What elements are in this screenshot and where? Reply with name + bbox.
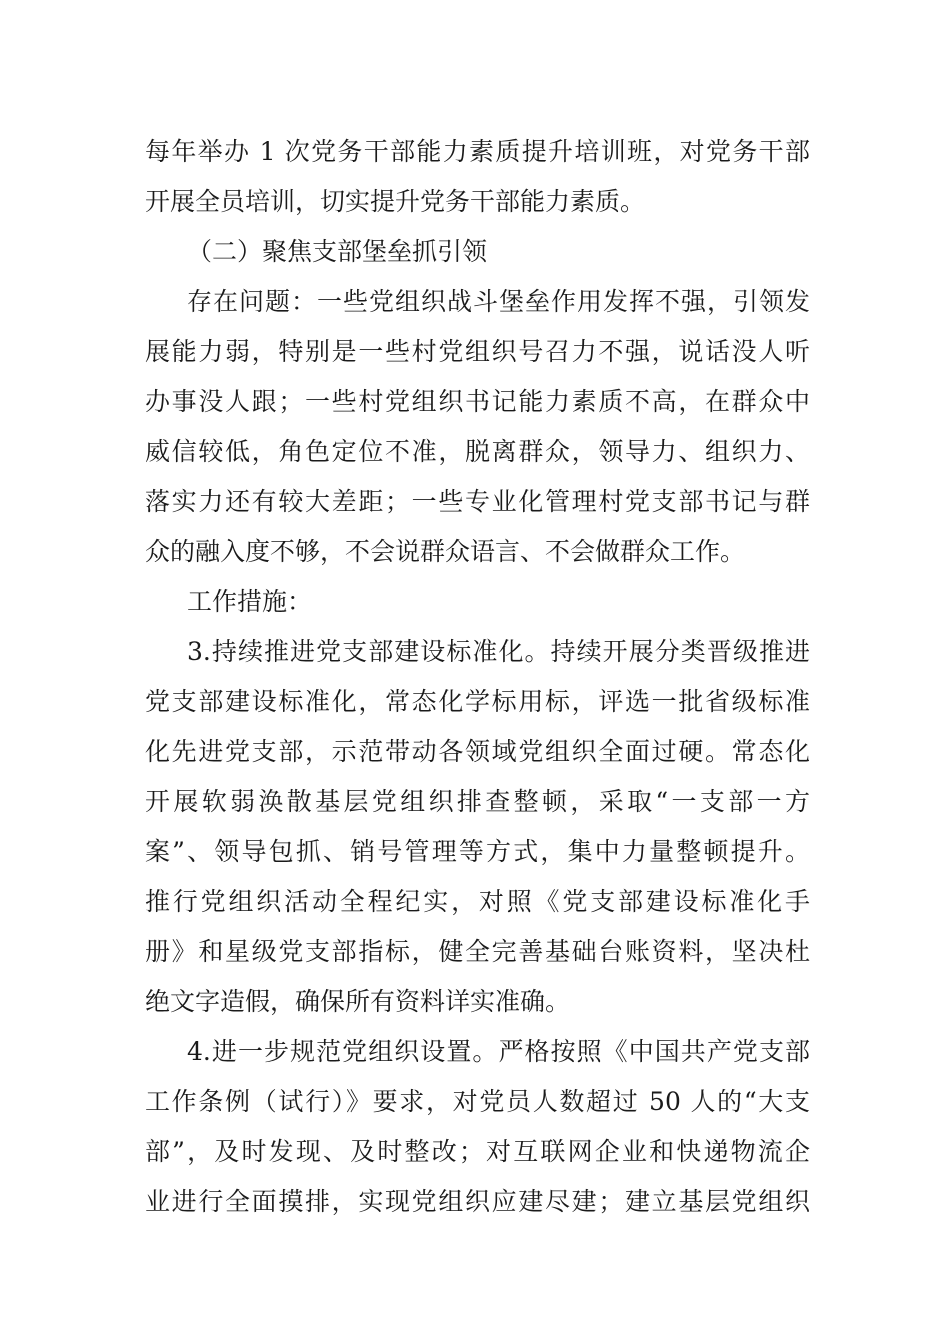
paragraph-line: 工作措施： <box>187 587 313 616</box>
paragraph-line: 展能力弱，特别是一些村党组织号召力不强，说话没人听 <box>145 337 810 366</box>
paragraph-line: 开展全员培训，切实提升党务干部能力素质。 <box>145 187 646 216</box>
paragraph-line: 存在问题：一些党组织战斗堡垒作用发挥不强，引领发 <box>187 287 810 316</box>
paragraph-line: 推行党组织活动全程纪实，对照《党支部建设标准化手 <box>145 887 810 916</box>
paragraph-line: 众的融入度不够，不会说群众语言、不会做群众工作。 <box>145 537 746 566</box>
paragraph-line: 册》和星级党支部指标，健全完善基础台账资料，坚决杜 <box>145 937 810 966</box>
paragraph-line: 开展软弱涣散基层党组织排查整顿，采取“一支部一方 <box>145 787 810 816</box>
paragraph-line: 绝文字造假，确保所有资料详实准确。 <box>145 987 571 1016</box>
paragraph-line: 业进行全面摸排，实现党组织应建尽建；建立基层党组织 <box>145 1187 810 1216</box>
paragraph-line: 落实力还有较大差距；一些专业化管理村党支部书记与群 <box>145 487 810 516</box>
paragraph-line: 部”，及时发现、及时整改；对互联网企业和快递物流企 <box>145 1137 810 1166</box>
paragraph-line: 4.进一步规范党组织设置。严格按照《中国共产党支部 <box>187 1037 810 1066</box>
paragraph-line: 3.持续推进党支部建设标准化。持续开展分类晋级推进 <box>187 637 810 666</box>
paragraph-line: 每年举办 1 次党务干部能力素质提升培训班，对党务干部 <box>145 137 810 166</box>
paragraph-line: 工作条例（试行）》要求，对党员人数超过 50 人的“大支 <box>145 1087 810 1116</box>
section-heading: （二）聚焦支部堡垒抓引领 <box>187 237 488 266</box>
paragraph-line: 案”、领导包抓、销号管理等方式，集中力量整顿提升。 <box>145 837 810 866</box>
paragraph-line: 党支部建设标准化，常态化学标用标，评选一批省级标准 <box>145 687 810 716</box>
paragraph-line: 化先进党支部，示范带动各领域党组织全面过硬。常态化 <box>145 737 810 766</box>
paragraph-line: 威信较低，角色定位不准，脱离群众，领导力、组织力、 <box>145 437 810 466</box>
paragraph-line: 办事没人跟；一些村党组织书记能力素质不高，在群众中 <box>145 387 810 416</box>
